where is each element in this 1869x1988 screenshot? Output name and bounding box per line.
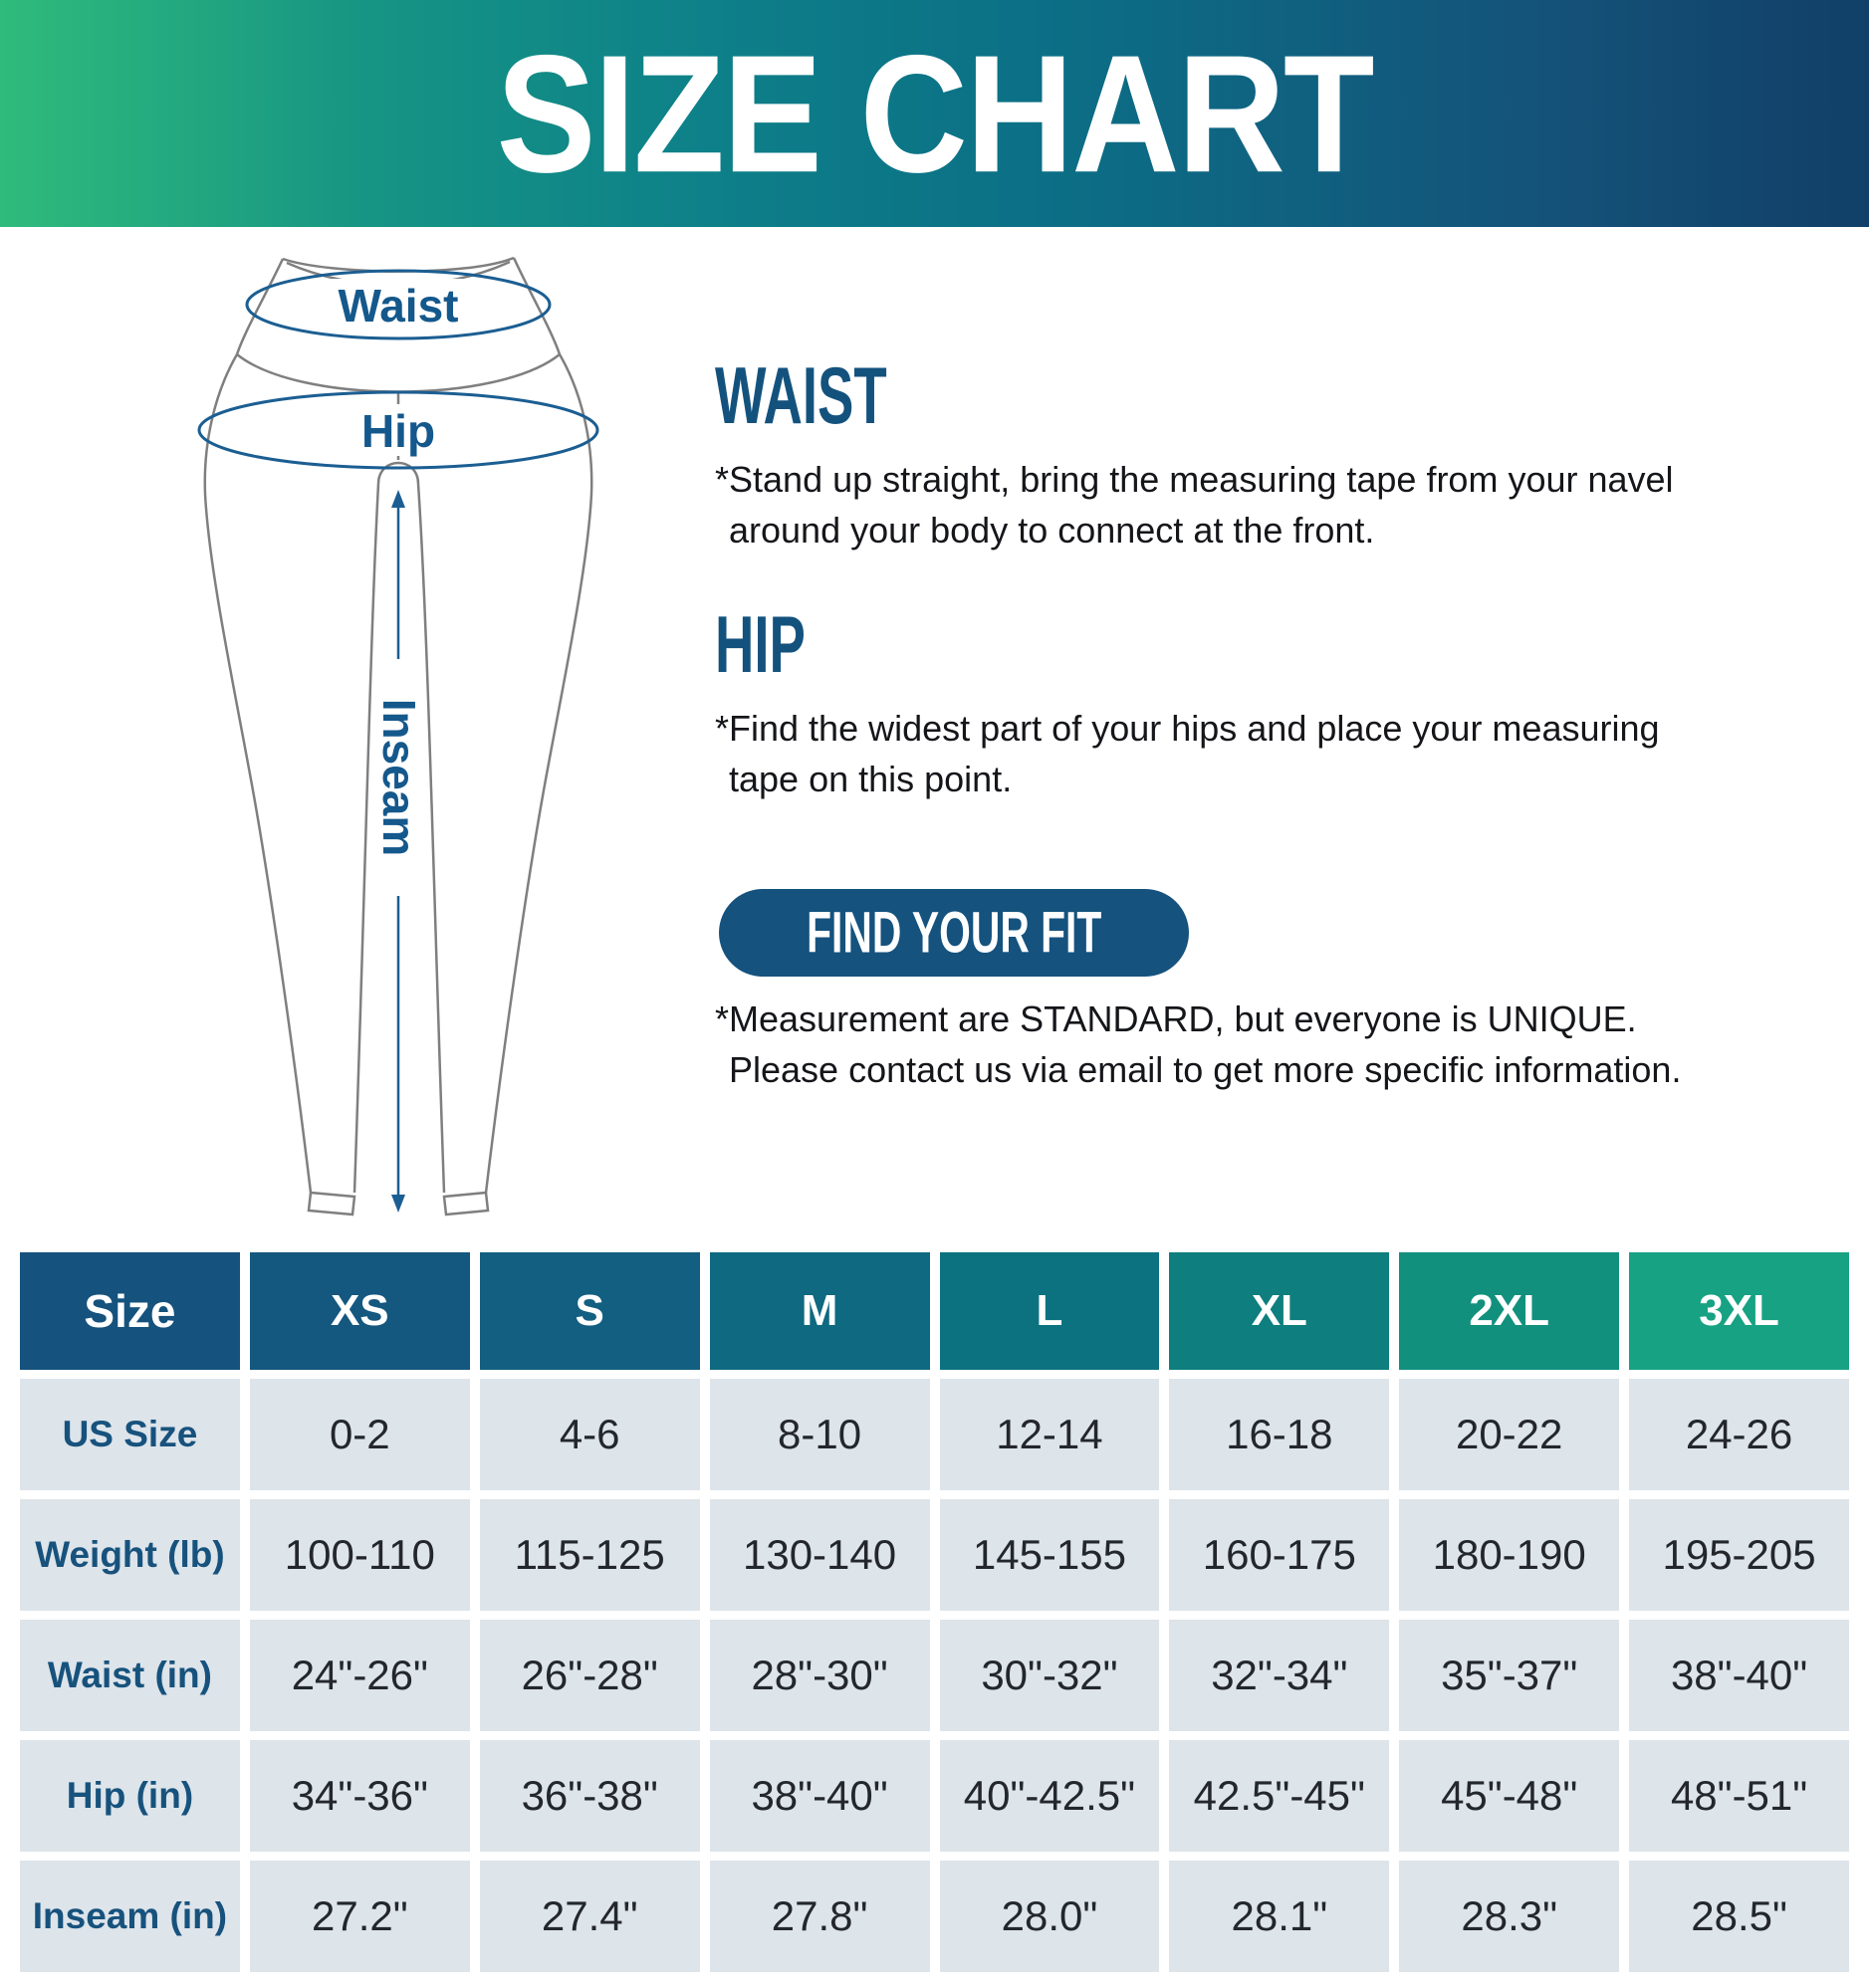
waist-heading: WAIST (715, 351, 887, 442)
value-cell: 42.5"-45" (1169, 1740, 1389, 1852)
header-cell-3xl: 3XL (1629, 1252, 1849, 1370)
row-label-cell: Waist (in) (20, 1620, 240, 1731)
value-cell: 20-22 (1399, 1379, 1619, 1490)
value-cell: 48"-51" (1629, 1740, 1849, 1852)
hip-section (715, 600, 1660, 805)
fit-note-line1: *Measurement are STANDARD, but everyone is UNIQUE. (715, 998, 1637, 1039)
value-cell: 115-125 (480, 1499, 700, 1611)
hip-instructions (715, 703, 1660, 805)
value-cell: 8-10 (710, 1379, 930, 1490)
value-cell: 27.2" (250, 1861, 470, 1972)
header-cell-l: L (940, 1252, 1160, 1370)
value-cell: 24"-26" (250, 1620, 470, 1731)
value-cell: 40"-42.5" (940, 1740, 1160, 1852)
hip-instructions-line1: *Find the widest part of your hips and place your measuring (715, 708, 1660, 749)
value-cell: 28.1" (1169, 1861, 1389, 1972)
waist-instructions-line2: around your body to connect at the front. (729, 510, 1375, 552)
value-cell: 160-175 (1169, 1499, 1389, 1611)
header-cell-2xl: 2XL (1399, 1252, 1619, 1370)
waist-instructions-line1: *Stand up straight, bring the measuring tape from your navel (715, 459, 1674, 500)
value-cell: 4-6 (480, 1379, 700, 1490)
header-cell-s: S (480, 1252, 700, 1370)
value-cell: 28.0" (940, 1861, 1160, 1972)
value-cell: 26"-28" (480, 1620, 700, 1731)
header-cell-size: Size (20, 1252, 240, 1370)
leggings-diagram (149, 212, 707, 1239)
value-cell: 27.8" (710, 1861, 930, 1972)
value-cell: 27.4" (480, 1861, 700, 1972)
value-cell: 195-205 (1629, 1499, 1849, 1611)
value-cell: 100-110 (250, 1499, 470, 1611)
value-cell: 28.5" (1629, 1861, 1849, 1972)
value-cell: 16-18 (1169, 1379, 1389, 1490)
fit-note (715, 994, 1681, 1096)
size-chart-banner (0, 0, 1869, 227)
header-cell-xl: XL (1169, 1252, 1389, 1370)
hip-instructions-line2: tape on this point. (729, 759, 1013, 800)
find-your-fit-button (719, 889, 1189, 977)
value-cell: 38"-40" (710, 1740, 930, 1852)
value-cell: 28"-30" (710, 1620, 930, 1731)
waist-section (715, 351, 1674, 556)
value-cell: 0-2 (250, 1379, 470, 1490)
value-cell: 180-190 (1399, 1499, 1619, 1611)
value-cell: 24-26 (1629, 1379, 1849, 1490)
value-cell: 30"-32" (940, 1620, 1160, 1731)
value-cell: 32"-34" (1169, 1620, 1389, 1731)
fit-note-text (715, 994, 1681, 1096)
value-cell: 130-140 (710, 1499, 930, 1611)
value-cell: 36"-38" (480, 1740, 700, 1852)
row-label-cell: US Size (20, 1379, 240, 1490)
size-table (20, 1252, 1849, 1972)
hip-label: Hip (360, 405, 436, 457)
page-title: SIZE CHART (496, 19, 1373, 208)
header-cell-xs: XS (250, 1252, 470, 1370)
value-cell: 12-14 (940, 1379, 1160, 1490)
row-label-cell: Inseam (in) (20, 1861, 240, 1972)
value-cell: 38"-40" (1629, 1620, 1849, 1731)
fit-note-line2: Please contact us via email to get more specific information. (729, 1049, 1682, 1091)
row-label-cell: Hip (in) (20, 1740, 240, 1852)
hip-heading: HIP (715, 600, 806, 691)
inseam-label: Inseam (373, 698, 425, 857)
value-cell: 34"-36" (250, 1740, 470, 1852)
value-cell: 145-155 (940, 1499, 1160, 1611)
value-cell: 28.3" (1399, 1861, 1619, 1972)
find-your-fit-label: FIND YOUR FIT (807, 900, 1102, 966)
header-cell-m: M (710, 1252, 930, 1370)
value-cell: 45"-48" (1399, 1740, 1619, 1852)
waist-label: Waist (338, 280, 459, 331)
value-cell: 35"-37" (1399, 1620, 1619, 1731)
row-label-cell: Weight (lb) (20, 1499, 240, 1611)
waist-instructions (715, 454, 1674, 556)
